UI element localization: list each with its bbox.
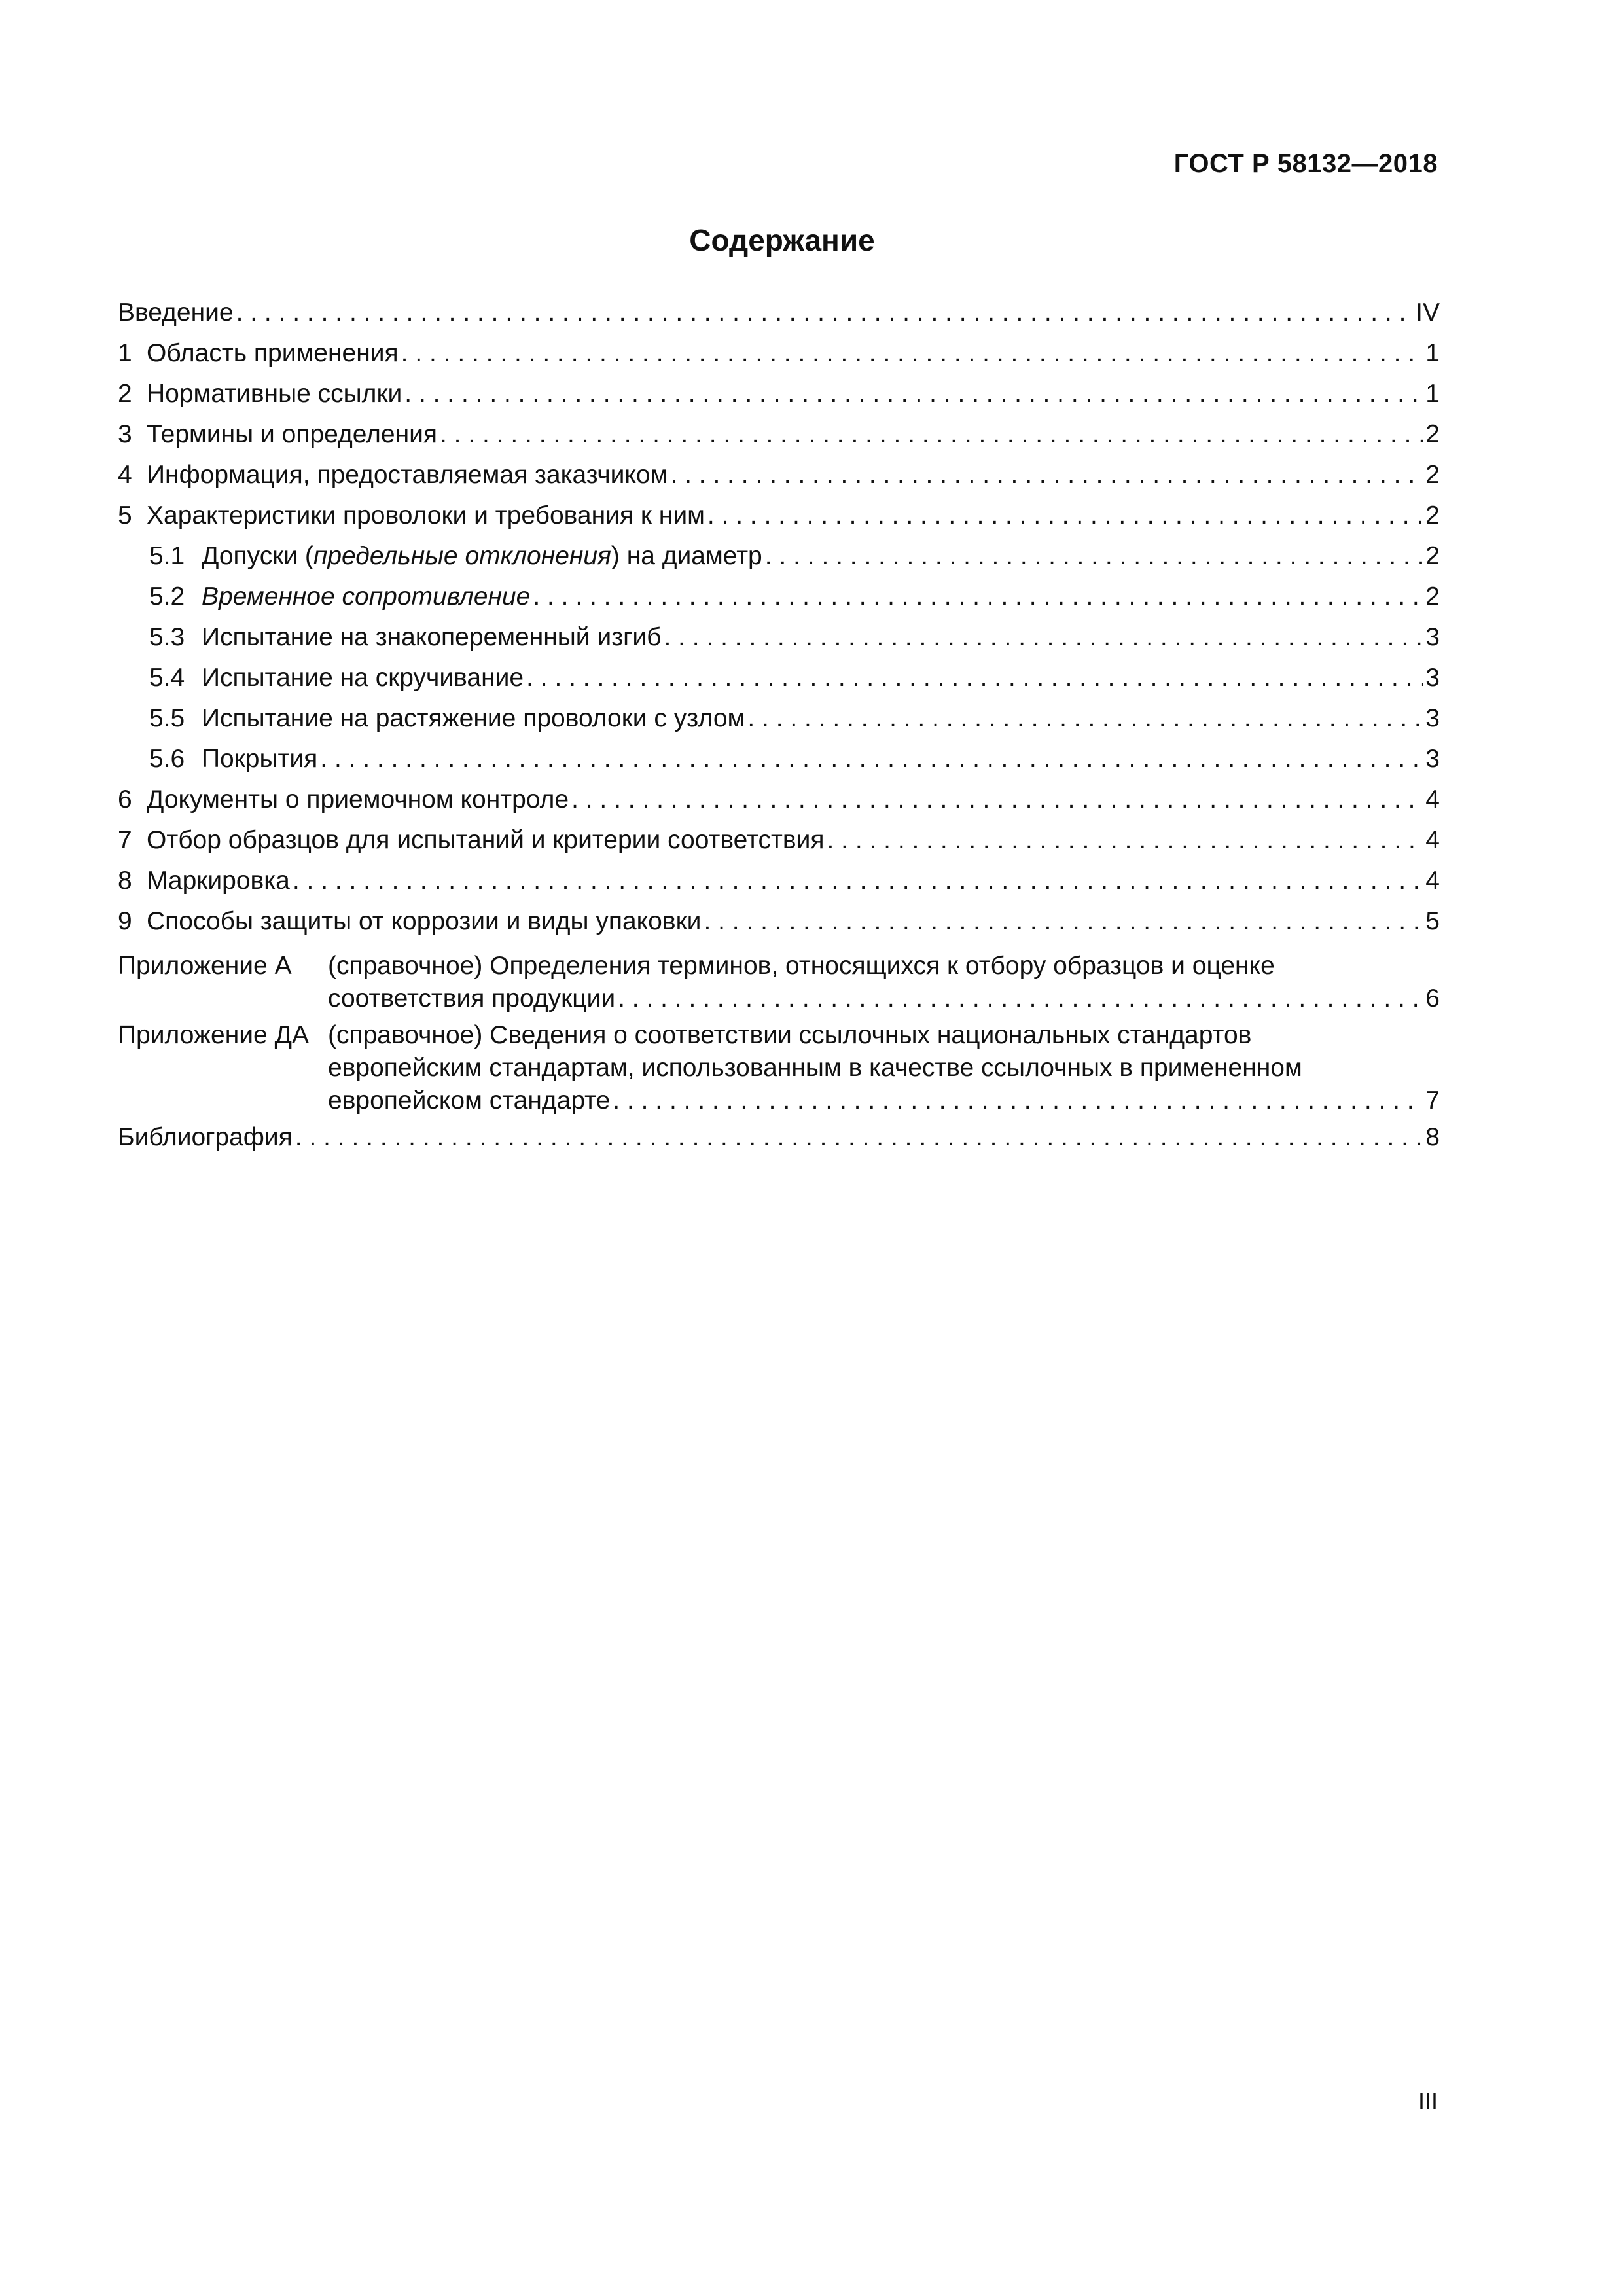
- toc-entry-page: 2: [1425, 583, 1440, 611]
- toc-entry-number: 9: [118, 907, 132, 935]
- toc-entry-page: 2: [1425, 461, 1440, 489]
- document-code: ГОСТ Р 58132—2018: [1173, 149, 1438, 178]
- toc-entry-page: 3: [1425, 623, 1440, 651]
- toc-leader-dots: [664, 621, 1423, 654]
- toc-entry-label: Маркировка: [147, 867, 290, 895]
- toc-entry-5-6: [118, 743, 1440, 783]
- toc-entry-5-1: [118, 540, 1440, 581]
- toc-leader-dots: [526, 662, 1423, 694]
- toc-entry-label: Покрытия: [202, 745, 318, 773]
- toc-entry-9: [118, 905, 1440, 946]
- annex-text: соответствия продукции: [328, 984, 616, 1013]
- toc-entry-number: 8: [118, 867, 132, 895]
- toc-entry-page: 3: [1425, 745, 1440, 773]
- toc-entry-6: [118, 783, 1440, 824]
- toc-entry-number: 5.2: [149, 583, 185, 611]
- toc-entry-page: 4: [1425, 867, 1440, 895]
- toc-entry-bibliography: [118, 1121, 1440, 1162]
- page-number: III: [1418, 2088, 1438, 2115]
- toc-entry-number: 5.6: [149, 745, 185, 773]
- annex-text: европейском стандарте: [328, 1086, 611, 1115]
- toc-entry-3: [118, 418, 1440, 459]
- toc-entry-label: Введение: [118, 298, 234, 327]
- toc-entry-label: Область применения: [147, 339, 399, 367]
- toc-entry-label: Документы о приемочном контроле: [147, 785, 569, 814]
- toc-entry-page: 2: [1425, 420, 1440, 448]
- toc-entry-label: Информация, предоставляемая заказчиком: [147, 461, 668, 489]
- toc-entry-label: Термины и определения: [147, 420, 438, 448]
- toc-entry-number: 1: [118, 339, 132, 367]
- toc-leader-dots: [440, 418, 1423, 451]
- toc-leader-dots: [613, 1085, 1423, 1117]
- toc-leader-dots: [707, 499, 1423, 532]
- toc-label-part: Допуски (: [202, 542, 313, 570]
- annex-continuation-line: европейским стандартам, использованным в качестве ссылочных в примененном: [328, 1054, 1302, 1082]
- toc-leader-dots: [827, 824, 1423, 857]
- toc-entry-5: [118, 499, 1440, 540]
- toc-entry-7: [118, 824, 1440, 865]
- annex-last-line: [118, 1085, 1440, 1117]
- toc-entry-annex-a: [118, 950, 1440, 1015]
- toc-entry-page: 6: [1425, 984, 1440, 1013]
- toc-entry-page: 4: [1425, 785, 1440, 814]
- toc-entry-label: Способы защиты от коррозии и виды упаковки: [147, 907, 702, 935]
- toc-label-part: ) на диаметр: [611, 542, 762, 570]
- toc-entry-page: 2: [1425, 542, 1440, 570]
- toc-leader-dots: [320, 743, 1423, 776]
- toc-entry-5-5: [118, 702, 1440, 743]
- toc-entry-label: [202, 540, 762, 573]
- annex-first-line: [118, 1019, 1440, 1052]
- toc-leader-dots: [571, 783, 1423, 816]
- annex-heading: Приложение ДА: [118, 1021, 310, 1049]
- toc-leader-dots: [670, 459, 1423, 492]
- toc-entry-label: [202, 581, 530, 613]
- toc-entry-number: 5.1: [149, 542, 185, 570]
- toc-leader-dots: [236, 296, 1414, 329]
- toc-entry-page: 8: [1425, 1123, 1440, 1151]
- toc-entry-page: IV: [1416, 298, 1440, 327]
- toc-entry-page: 1: [1425, 380, 1440, 408]
- toc-entry-page: 4: [1425, 826, 1440, 854]
- toc-entry-5-3: [118, 621, 1440, 662]
- annex-text: (справочное) Сведения о соответствии ссылочных национальных стандартов: [328, 1021, 1252, 1049]
- toc-entry-2: [118, 378, 1440, 418]
- toc-entry-label: Характеристики проволоки и требования к ним: [147, 501, 705, 529]
- toc-entry-page: 3: [1425, 704, 1440, 732]
- toc-entry-page: 2: [1425, 501, 1440, 529]
- annex-heading: Приложение А: [118, 952, 292, 980]
- toc-label-italic: предельные отклонения: [313, 542, 611, 570]
- toc-label-italic: Временное сопротивление: [202, 583, 531, 611]
- toc-entry-label: Библиография: [118, 1123, 293, 1151]
- toc-leader-dots: [704, 905, 1423, 938]
- annex-last-line: [118, 982, 1440, 1015]
- toc-entry-8: [118, 865, 1440, 905]
- toc-entry-number: 5: [118, 501, 132, 529]
- toc-leader-dots: [533, 581, 1423, 613]
- toc-entry-introduction: [118, 296, 1440, 337]
- toc-leader-dots: [765, 540, 1423, 573]
- toc-title: Содержание: [689, 223, 875, 257]
- toc-entry-label: Нормативные ссылки: [147, 380, 402, 408]
- toc-leader-dots: [404, 378, 1423, 410]
- toc-entry-number: 5.4: [149, 664, 185, 692]
- toc-entry-label: Испытание на скручивание: [202, 664, 524, 692]
- annex-first-line: [118, 950, 1440, 982]
- toc-entry-number: 2: [118, 380, 132, 408]
- toc-entry-page: 5: [1425, 907, 1440, 935]
- toc-entry-5-4: [118, 662, 1440, 702]
- toc-leader-dots: [293, 865, 1423, 897]
- toc-leader-dots: [401, 337, 1423, 370]
- toc-entry-label: Отбор образцов для испытаний и критерии соответствия: [147, 826, 825, 854]
- toc-entry-1: [118, 337, 1440, 378]
- toc-entry-label: Испытание на знакопеременный изгиб: [202, 623, 662, 651]
- toc-entry-number: 3: [118, 420, 132, 448]
- toc-entry-number: 5.3: [149, 623, 185, 651]
- toc-entry-number: 6: [118, 785, 132, 814]
- toc-entry-number: 4: [118, 461, 132, 489]
- toc-entry-page: 3: [1425, 664, 1440, 692]
- toc-leader-dots: [295, 1121, 1423, 1154]
- toc-leader-dots: [747, 702, 1423, 735]
- toc-entry-page: 1: [1425, 339, 1440, 367]
- toc-entry-number: 7: [118, 826, 132, 854]
- toc-entry-5-2: [118, 581, 1440, 621]
- table-of-contents: [118, 296, 1440, 1162]
- toc-entry-annex-da: [118, 1019, 1440, 1117]
- toc-entry-label: Испытание на растяжение проволоки с узлом: [202, 704, 745, 732]
- toc-entry-4: [118, 459, 1440, 499]
- annex-text: (справочное) Определения терминов, относящихся к отбору образцов и оценке: [328, 952, 1275, 980]
- toc-leader-dots: [618, 982, 1423, 1015]
- toc-entry-number: 5.5: [149, 704, 185, 732]
- toc-entry-page: 7: [1425, 1086, 1440, 1115]
